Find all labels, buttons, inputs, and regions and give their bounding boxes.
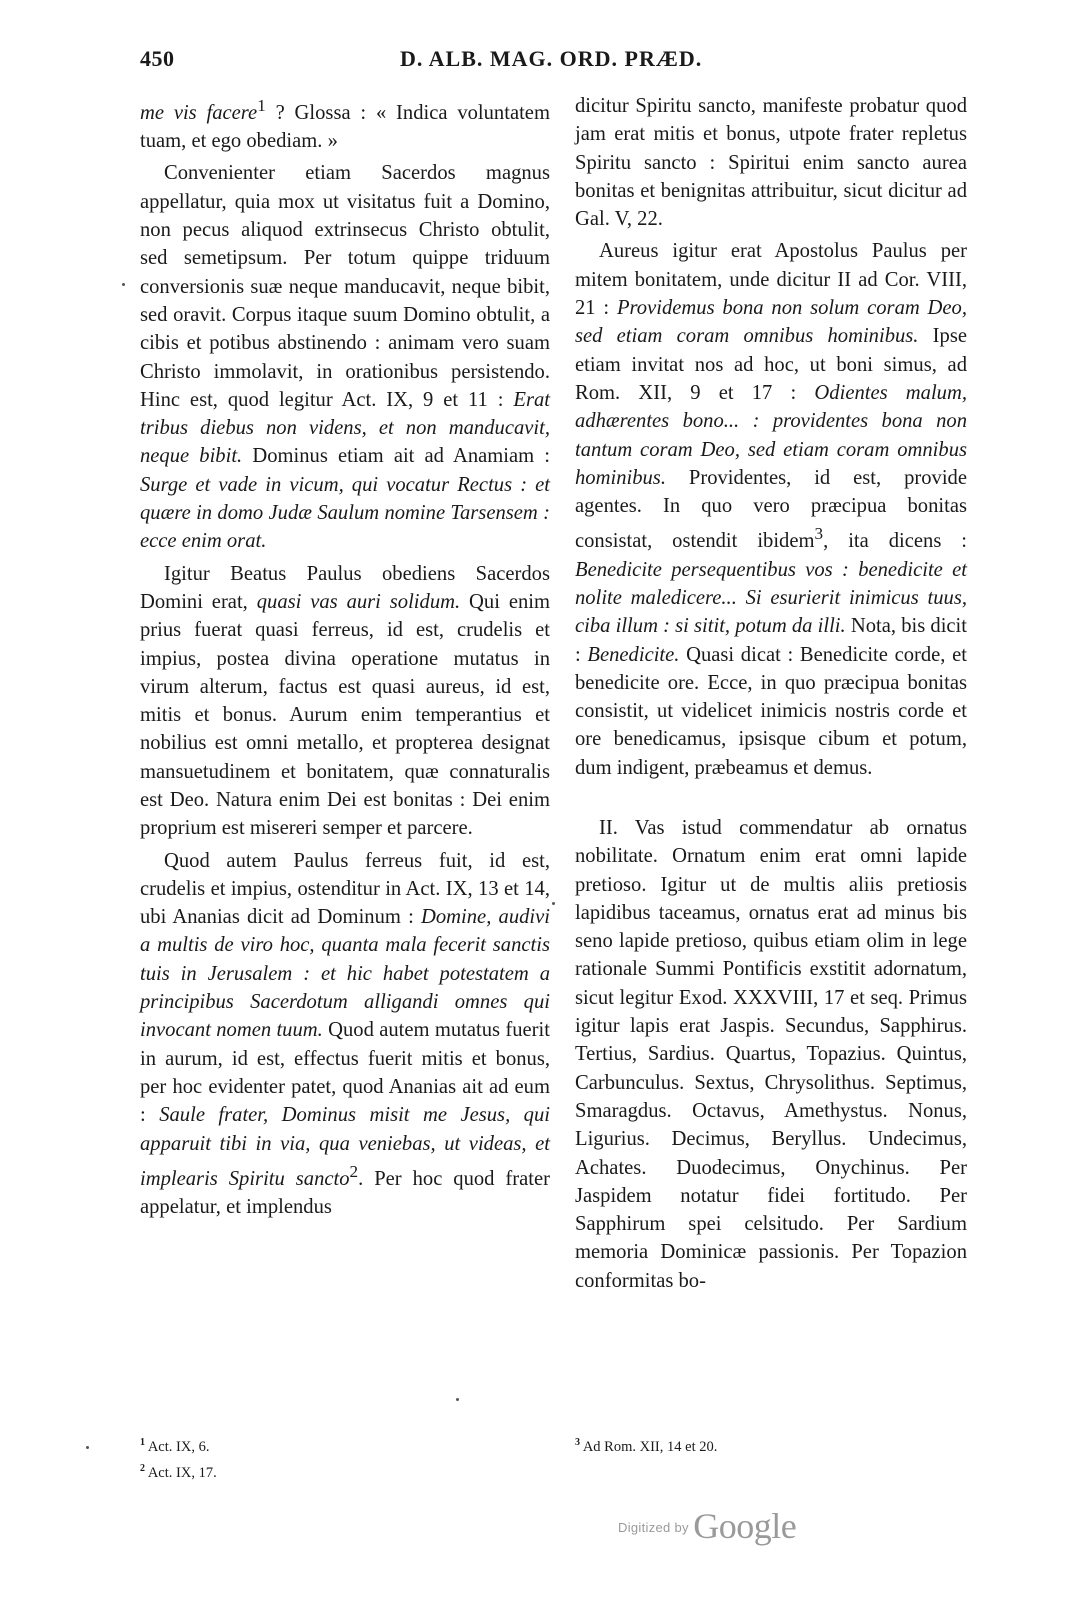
paragraph-text: ? Glossa : « Indica voluntatem tuam, et ego obediam. »	[140, 101, 550, 153]
italic-text: me vis facere	[140, 101, 258, 124]
right-column	[575, 92, 967, 1295]
italic-text: Benedicite persequentibus vos : benedicite et nolite maledicere... Si esurierit inimicus tuus, ciba illum : si sitit, potum da illi.	[575, 558, 967, 638]
italic-text: Domine, audivi a multis de viro hoc, quanta mala fecerit sanctis tuis in Jerusalem : et hic habet potestatem a principibus Sacerdotum alligandi omnes qui invocant nomen tuum.	[140, 906, 550, 1042]
footnote-text: Act. IX, 17.	[147, 1464, 217, 1481]
italic-text: Providemus bona non solum coram Deo, sed etiam coram omnibus hominibus.	[575, 297, 968, 348]
italic-text: Saule frater, Dominus misit me Jesus, qui apparuit tibi in via, qua veniebas, ut videas, et implearis Spiritu sancto	[140, 1104, 550, 1190]
running-head: D. ALB. MAG. ORD. PRÆD.	[400, 46, 703, 71]
paragraph-text: Aureus igitur erat Apostolus Paulus per mitem bonitatem, unde dicitur II ad Cor. VIII, 21 :	[575, 240, 967, 320]
paragraph-text: Igitur Beatus Paulus obediens Sacerdos Domini erat,	[140, 562, 550, 613]
paragraph	[140, 92, 550, 155]
footnote-text: Act. IX, 6.	[147, 1438, 210, 1455]
paragraph-text: , ita dicens :	[823, 530, 967, 553]
italic-text: Odientes malum, adhærentes bono... : providentes bona non tantum coram Deo, sed etiam coram omnibus hominibus.	[575, 381, 968, 489]
paragraph-text: Dominus etiam ait ad Anamiam :	[252, 445, 550, 468]
paragraph-text: . Per hoc quod frater appelatur, et implendus	[140, 1167, 550, 1218]
footnotes-left	[140, 1432, 217, 1484]
print-speck	[86, 1446, 89, 1449]
paragraph	[140, 560, 550, 843]
footnote	[140, 1432, 217, 1458]
paragraph-text: dicitur Spiritu sancto, manifeste probatur quod jam erat mitis et bonus, utpote frater repletus Spiritu sancto : Spiritui enim sancto aurea bonitas et benignitas attribuitur, sicut dicitur ad Gal. V, 22.	[575, 95, 967, 231]
footnote-mark: 1	[140, 1437, 145, 1448]
italic-text: quasi vas auri solidum.	[256, 590, 461, 613]
page-number: 450	[140, 46, 175, 71]
footnote	[140, 1458, 217, 1484]
left-column	[140, 92, 550, 1221]
print-speck	[122, 283, 125, 286]
italic-text: Benedicite.	[587, 643, 680, 666]
paragraph	[140, 159, 550, 555]
footnote-ref: 2	[349, 1161, 359, 1181]
footnote-text: Ad Rom. XII, 14 et 20.	[582, 1438, 718, 1455]
paragraph-text: II. Vas istud commendatur ab ornatus nobilitate. Ornatum enim erat omni lapide pretioso. Igitur ut de multis aliis pretiosis lapidibus taceamus, ornatus erat ad minus bis seno lapide pretioso, quibus etiam olim in lege rationale Summi Pontificis exstitit adornatum, sicut legitur Exod. XXXVIII, 17 et seq. Primus igitur lapis erat Jaspis. Secundus, Sapphirus. Tertius, Sardius. Quartus, Topazius. Quintus, Carbunculus. Sextus, Chrysolithus. Septimus, Smaragdus. Octavus, Amethystus. Nonus, Ligurius. Decimus, Beryllus. Undecimus, Achates. Duodecimus, Onychinus. Per Jaspidem notatur fidei fortitudo. Per Sapphirum spei celsitudo. Per Sardium memoria Dominicæ passionis. Per Topazion conformitas bo-	[575, 816, 967, 1292]
paragraph	[575, 237, 967, 782]
watermark-prefix: Digitized by	[618, 1520, 689, 1535]
footnote-ref: 1	[257, 96, 266, 115]
paragraph-text: Ipse etiam invitat nos ad hoc, ut boni simus, ad Rom. XII, 9 et 17 :	[575, 325, 967, 404]
italic-text: Erat tribus diebus non videns, et non manducavit, neque bibit.	[140, 388, 550, 468]
digitized-by-google-watermark	[618, 1505, 796, 1545]
paragraph-text: Convenienter etiam Sacerdos magnus appellatur, quia mox ut visitatus fuit a Domino, non pecus aliquod extrinsecus Christo obtulit, sed semetipsum. Per totum quippe triduum conversionis suæ neque manducavit, neque bibit, sed oravit. Corpus itaque suum Domino obtulit, a cibis et potibus abstinendo : animam vero suam Christo immolavit, in orationibus persistendo. Hinc est, quod legitur Act. IX, 9 et 11 :	[140, 162, 550, 411]
paragraph-text: Providentes, id est, provide agentes. In quo vero præcipua bonitas consistat, ostendit ibidem	[575, 466, 967, 553]
footnote-ref: 3	[814, 524, 824, 544]
footnotes-right	[575, 1432, 717, 1458]
italic-text: Surge et vade in vicum, qui vocatur Rectus : et quære in domo Judæ Saulum nomine Tarsensem : ecce enim orat.	[140, 473, 550, 553]
print-speck	[456, 1398, 459, 1401]
footnote-mark: 3	[575, 1437, 580, 1448]
paragraph-text: Qui enim prius fuerat quasi ferreus, id est, crudelis et impius, postea divina operatione mutatus in virum alterum, factus est quasi aureus, id est, mitis et bonus. Aurum enim temperantius et nobilius est omni metallo, et propterea designat mansuetudinem et bonitatem, quæ connaturalis est Deo. Natura enim Dei est bonitas : Dei enim proprium est misereri semper et parcere.	[140, 590, 550, 840]
paragraph	[575, 92, 967, 233]
paragraph-text: Quasi dicat : Benedicite corde, et benedicite ore. Ecce, in quo præcipua bonitas consistit, ut videlicet inimicis nostris corde et ore benedicamus, ipsisque cibum et potum, dum indigent, præbeamus et demus.	[575, 643, 967, 779]
footnote-mark: 2	[140, 1462, 145, 1474]
paragraph	[140, 847, 550, 1222]
paragraph-text: Nota, bis dicit :	[575, 615, 967, 666]
paragraph-text: Quod autem mutatus fuerit in aurum, id est, effectus fuerit mitis et bonus, per hoc evidenter patet, quod Ananias ait ad eum :	[140, 1019, 550, 1127]
paragraph	[575, 814, 967, 1295]
page-header	[140, 46, 958, 78]
google-logo: Google	[693, 1506, 797, 1546]
paragraph-text: Quod autem Paulus ferreus fuit, id est, crudelis et impius, ostenditur in Act. IX, 13 et 14, ubi Ananias dicit ad Dominum :	[140, 849, 550, 929]
print-speck	[552, 902, 555, 905]
footnote	[575, 1432, 717, 1458]
